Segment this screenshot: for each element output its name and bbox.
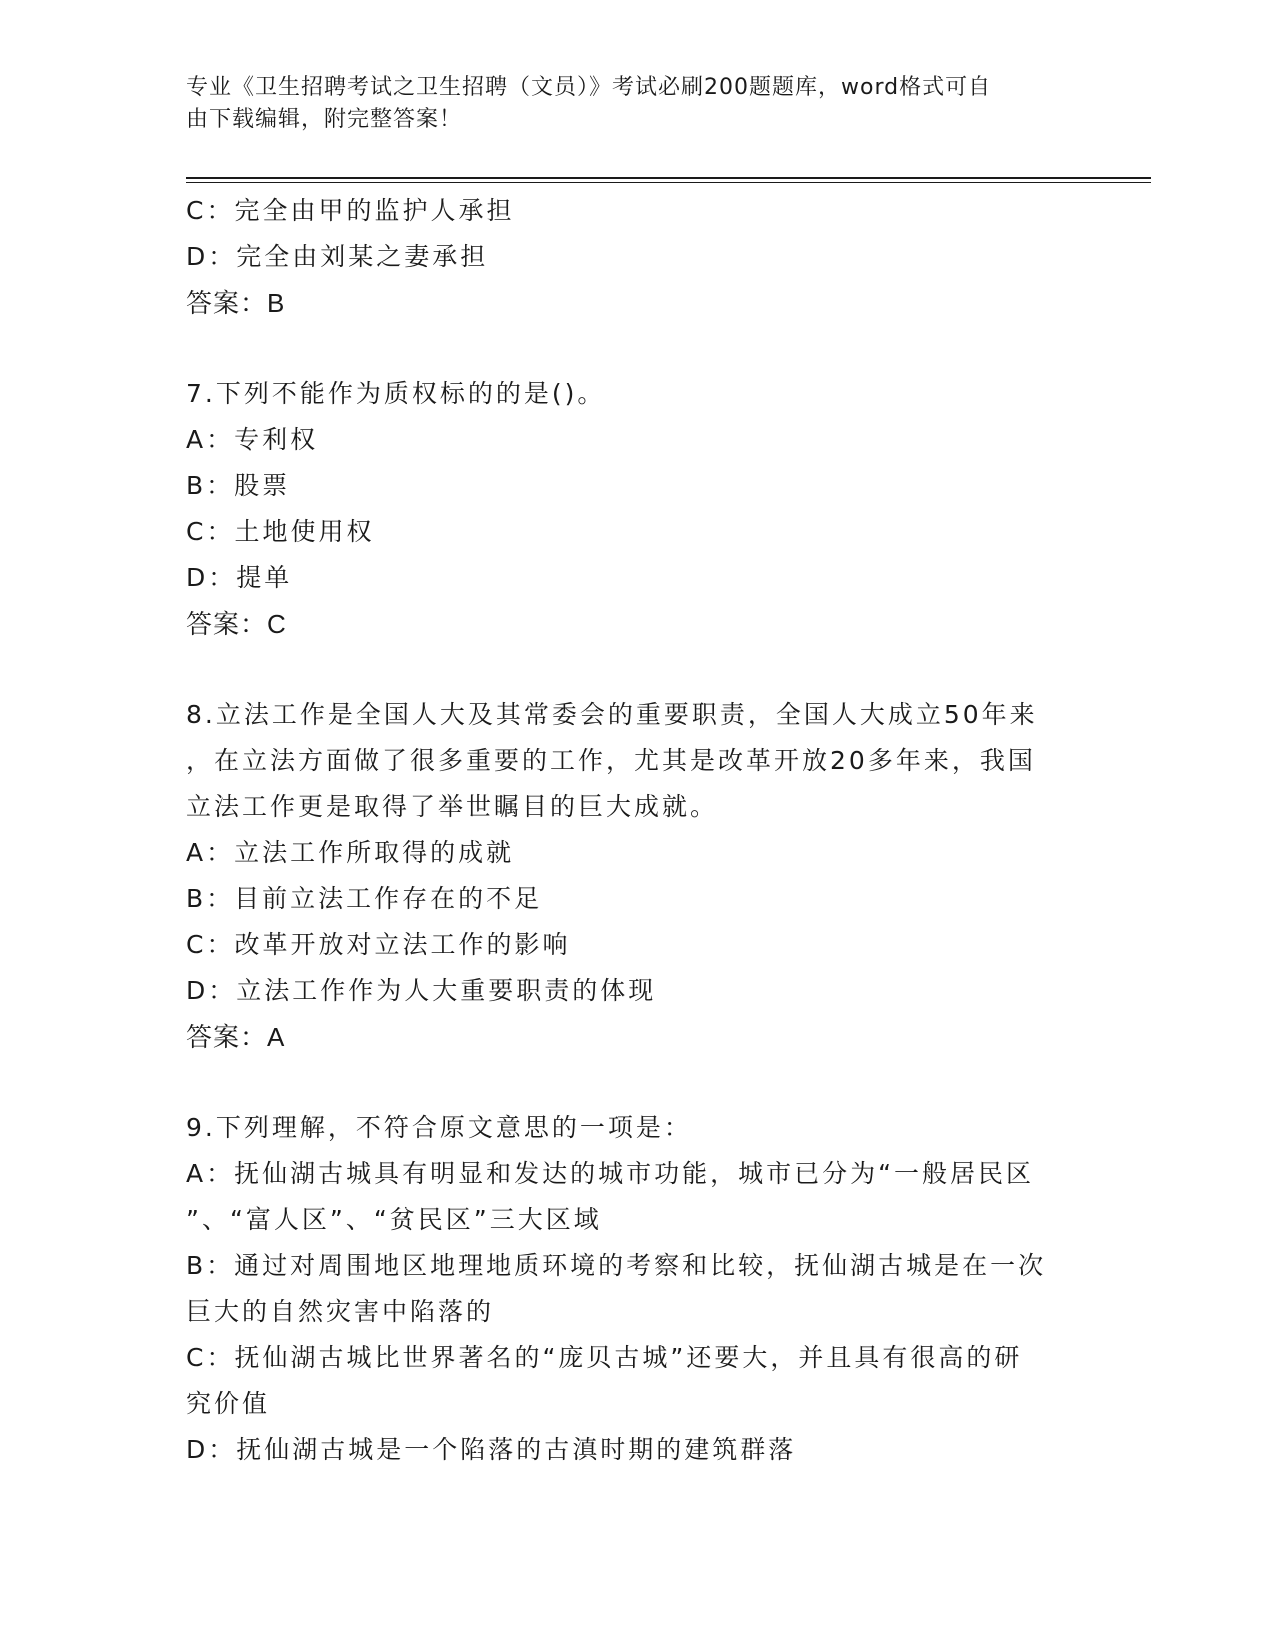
spacer bbox=[186, 1060, 1086, 1105]
option-c-line-1: C：抚仙湖古城比世界著名的“庞贝古城”还要大，并且具有很高的研 bbox=[186, 1343, 1023, 1372]
question-stem: 9.下列理解，不符合原文意思的一项是： bbox=[186, 1113, 692, 1142]
answer: 答案：C bbox=[186, 609, 287, 639]
option-b: B：目前立法工作存在的不足 bbox=[186, 884, 543, 913]
option-a-line-1: A：抚仙湖古城具有明显和发达的城市功能，城市已分为“一般居民区 bbox=[186, 1159, 1035, 1188]
header-line-2: 由下载编辑，附完整答案！ bbox=[186, 107, 463, 132]
option-c: C：改革开放对立法工作的影响 bbox=[186, 930, 571, 959]
question-9 bbox=[186, 1105, 1086, 1473]
question-stem-line-2: ，在立法方面做了很多重要的工作，尤其是改革开放20多年来，我国 bbox=[186, 746, 1036, 775]
previous-question-tail bbox=[186, 188, 1086, 326]
header-rule-thin bbox=[186, 182, 1151, 183]
option-a-line-2: ”、“富人区”、“贫民区”三大区域 bbox=[186, 1205, 602, 1234]
option-b: B：股票 bbox=[186, 471, 291, 500]
question-stem-line-3: 立法工作更是取得了举世瞩目的巨大成就。 bbox=[186, 792, 719, 821]
answer: 答案：A bbox=[186, 1022, 286, 1052]
spacer bbox=[186, 326, 1086, 371]
option-c: C：完全由甲的监护人承担 bbox=[186, 196, 515, 225]
option-a: A：专利权 bbox=[186, 425, 319, 454]
option-c-line-2: 究价值 bbox=[186, 1389, 271, 1418]
question-stem-line-1: 8.立法工作是全国人大及其常委会的重要职责，全国人大成立50年来 bbox=[186, 700, 1038, 729]
option-b-line-1: B：通过对周围地区地理地质环境的考察和比较，抚仙湖古城是在一次 bbox=[186, 1251, 1047, 1280]
option-d: D：抚仙湖古城是一个陷落的古滇时期的建筑群落 bbox=[186, 1435, 797, 1464]
header-line-1: 专业《卫生招聘考试之卫生招聘（文员）》考试必刷200题题库，word格式可自 bbox=[186, 75, 992, 100]
option-d: D：完全由刘某之妻承担 bbox=[186, 242, 489, 271]
option-d: D：立法工作作为人大重要职责的体现 bbox=[186, 976, 657, 1005]
header-rule-thick bbox=[186, 177, 1151, 179]
document-header bbox=[186, 72, 1066, 136]
option-a: A：立法工作所取得的成就 bbox=[186, 838, 515, 867]
question-7 bbox=[186, 371, 1086, 647]
option-c: C：土地使用权 bbox=[186, 517, 375, 546]
document-body bbox=[186, 188, 1086, 1473]
answer: 答案：B bbox=[186, 288, 286, 318]
question-8 bbox=[186, 692, 1086, 1060]
option-d: D：提单 bbox=[186, 563, 293, 592]
spacer bbox=[186, 647, 1086, 692]
question-stem: 7.下列不能作为质权标的的是()。 bbox=[186, 379, 606, 408]
option-b-line-2: 巨大的自然灾害中陷落的 bbox=[186, 1297, 495, 1326]
